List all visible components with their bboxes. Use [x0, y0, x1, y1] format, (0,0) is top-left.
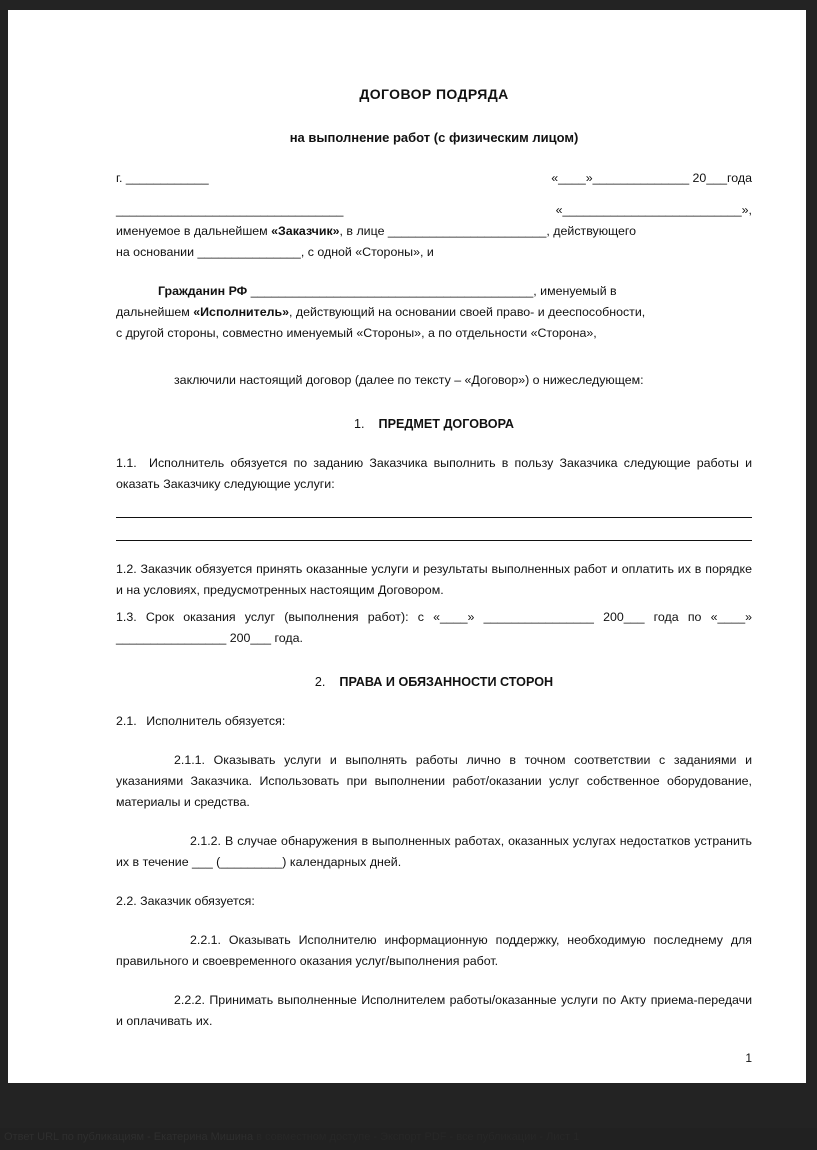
contractor-term: «Исполнитель» [193, 305, 290, 319]
clause-2-2-2-text: 2.2.2. Принимать выполненные Исполнителем работы/оказанные услуги по Акту приема-передачи и оплачивать их. [116, 993, 752, 1028]
section-number-2: 2. [314, 675, 326, 689]
preamble-contractor [116, 302, 752, 323]
section-number-1: 1. [354, 417, 365, 431]
preamble-basis: на основании _______________, с одной «Стороны», и [116, 245, 434, 259]
section-title-1: ПРЕДМЕТ ДОГОВОРА [378, 417, 514, 431]
customer-term: «Заказчик» [271, 224, 340, 238]
clause-2-1-2 [116, 831, 752, 873]
section-heading-1 [116, 414, 752, 435]
preamble-customer-lead: именуемое в дальнейшем [116, 224, 272, 238]
status-bar-primary: Ответ URL по публикациям - Екатерина Мишина [4, 1131, 254, 1143]
section-heading-2 [116, 672, 752, 693]
city-field: г. ____________ [116, 171, 209, 185]
preamble-parties: с другой стороны, совместно именуемый «Стороны», а по отдельности «Сторона», [116, 326, 597, 340]
preamble-customer [116, 221, 752, 242]
citizen-label: Гражданин РФ [158, 284, 248, 298]
organization-name-blank: _________________________________ [116, 203, 344, 217]
citizen-name-blank: _________________________________________ [250, 284, 534, 298]
preamble-contractor-tail: , действующий на основании своей право- и дееспособности, [289, 305, 646, 319]
city-date-row [116, 168, 752, 189]
organization-blank-row [116, 200, 752, 221]
clause-1-1: 1.1. Исполнитель обязуется по заданию Заказчика выполнить в пользу Заказчика следующие работы и оказать Заказчику следующие услуги: [116, 456, 752, 491]
document-content [116, 10, 752, 1032]
status-bar [0, 1128, 817, 1150]
status-bar-secondary: в совместном доступе - Экспорт PDF - все публикации - Лист 1 [256, 1131, 580, 1143]
blank-fill-line [116, 540, 752, 541]
organization-quoted-blank: «__________________________», [555, 203, 752, 217]
page-subtitle: на выполнение работ (с физическим лицом) [289, 130, 579, 145]
clause-2-2: 2.2. Заказчик обязуется: [116, 894, 255, 908]
conclusion-line [116, 370, 752, 391]
blank-fill-row-1[interactable] [116, 495, 752, 518]
clause-1-3: 1.3. Срок оказания услуг (выполнения работ): с «____» ________________ 200___ года по «____» ________________ 200___ года. [116, 610, 752, 645]
clause-2-1-1-text: 2.1.1. Оказывать услуги и выполнять работы лично в точном соответствии с заданиями и указаниями Заказчика. Использовать при выполнении работ/оказании услуг собственное оборудование, материалы и средства. [116, 753, 752, 809]
citizen-tail: , именуемый в [533, 284, 617, 298]
preamble-customer-tail: , в лице _______________________, действующего [339, 224, 637, 238]
preamble-contractor-lead: дальнейшем [116, 305, 194, 319]
clause-1-2: 1.2. Заказчик обязуется принять оказанные услуги и результаты выполненных работ и оплатить их в порядке и на условиях, предусмотренных настоящим Договором. [116, 562, 752, 597]
clause-2-2-1-text: 2.2.1. Оказывать Исполнителю информационную поддержку, необходимую последнему для правильного и своевременного оказания услуг/выполнения работ. [116, 933, 752, 968]
section-title-2: ПРАВА И ОБЯЗАННОСТИ СТОРОН [339, 675, 554, 689]
clause-2-1-2-text: 2.1.2. В случае обнаружения в выполненных работах, оказанных услугах недостатков устранить их в течение ___ (_________) календарных дней. [116, 834, 752, 869]
page-title: ДОГОВОР ПОДРЯДА [359, 86, 509, 102]
document-page [8, 10, 806, 1083]
blank-fill-row-2[interactable] [116, 518, 752, 541]
clause-2-2-1 [116, 930, 752, 972]
date-field: «____»______________ 20___года [551, 171, 752, 185]
clause-2-2-2 [116, 990, 752, 1032]
clause-2-1: 2.1. Исполнитель обязуется: [116, 714, 286, 728]
status-bar-text [4, 1131, 579, 1143]
conclusion-text: заключили настоящий договор (далее по тексту – «Договор») о нижеследующем: [174, 373, 644, 387]
page-number: 1 [745, 1051, 752, 1065]
clause-2-1-1 [116, 750, 752, 813]
preamble-citizen [116, 281, 752, 302]
